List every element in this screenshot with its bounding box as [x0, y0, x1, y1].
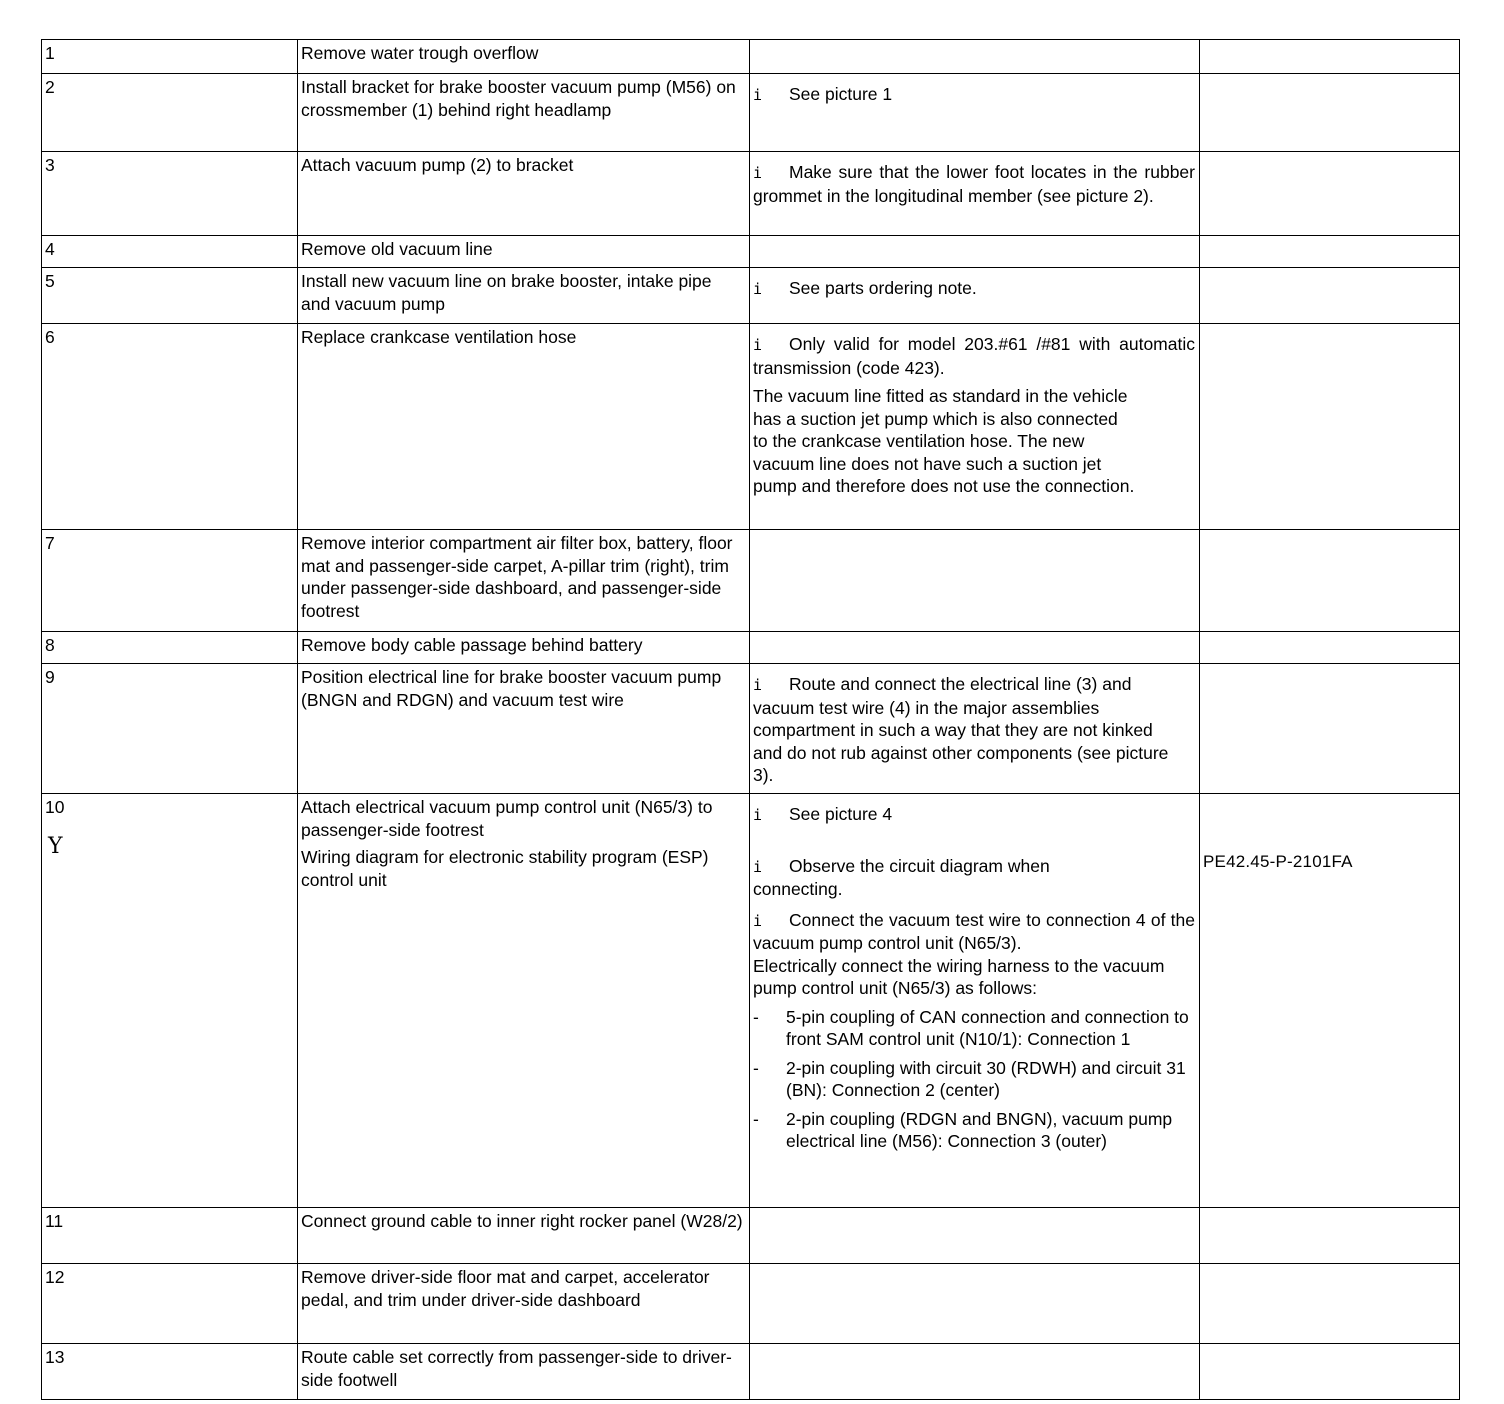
step-action: Remove driver-side floor mat and carpet, accelerator pedal, and trim under driver-side dashboard	[298, 1264, 750, 1344]
step-number: 9	[42, 664, 298, 794]
step-action: Install bracket for brake booster vacuum pump (M56) on crossmember (1) behind right headlamp	[298, 74, 750, 152]
list-item-text: 5-pin coupling of CAN connection and connection to front SAM control unit (N10/1): Connection 1	[786, 1006, 1189, 1049]
step-action: Remove body cable passage behind battery	[298, 632, 750, 664]
list-item-text: 2-pin coupling with circuit 30 (RDWH) and circuit 31 (BN): Connection 2 (center)	[786, 1057, 1186, 1100]
step-action: Attach vacuum pump (2) to bracket	[298, 152, 750, 236]
info-icon: i	[753, 911, 763, 930]
table-row	[42, 152, 1460, 236]
table-row	[42, 664, 1460, 794]
info-icon: i	[753, 857, 763, 876]
step-reference	[1200, 324, 1460, 530]
step-action: Remove interior compartment air filter box, battery, floor mat and passenger-side carpet, A-pillar trim (right), trim under passenger-side dashboard, and passenger-side footrest	[298, 530, 750, 632]
sub-step-action: Wiring diagram for electronic stability program (ESP) control unit	[301, 847, 709, 890]
table-row	[42, 40, 1460, 74]
step-reference	[1200, 236, 1460, 268]
step-number: 7	[42, 530, 298, 632]
note-paragraph: Electrically connect the wiring harness to the vacuum pump control unit (N65/3) as follows:	[753, 955, 1165, 998]
step-action: Replace crankcase ventilation hose	[298, 324, 750, 530]
info-icon: i	[753, 86, 763, 104]
document-reference: PE42.45-P-2101FA	[1203, 852, 1353, 871]
step-reference	[1200, 632, 1460, 664]
step-reference	[1200, 530, 1460, 632]
list-item-text: 2-pin coupling (RDGN and BNGN), vacuum pump electrical line (M56): Connection 3 (outer)	[786, 1108, 1173, 1151]
table-row	[42, 1344, 1460, 1400]
procedure-table	[41, 39, 1460, 1400]
step-action: Install new vacuum line on brake booster, intake pipe and vacuum pump	[298, 268, 750, 324]
step-number-text: 10	[45, 797, 65, 817]
step-number: 4	[42, 236, 298, 268]
step-reference	[1200, 152, 1460, 236]
step-reference	[1200, 664, 1460, 794]
note-text: Only valid for model 203.#61 /#81 with automatic transmission (code 423).	[753, 334, 1195, 378]
step-number	[42, 794, 298, 1208]
bullet-dash: -	[753, 1057, 759, 1078]
note-text: See picture 1	[789, 84, 893, 104]
step-note	[750, 794, 1200, 1208]
note-text: Connect the vacuum test wire to connection 4 of the vacuum pump control unit (N65/3).	[753, 909, 1195, 953]
table-row	[42, 74, 1460, 152]
step-number: 8	[42, 632, 298, 664]
step-number: 6	[42, 324, 298, 530]
bullet-dash: -	[753, 1006, 759, 1027]
step-number: 11	[42, 1208, 298, 1264]
table-row	[42, 268, 1460, 324]
step-note	[750, 664, 1200, 794]
step-reference	[1200, 40, 1460, 74]
wiring-diagram-icon: Y	[48, 833, 63, 859]
step-action: Position electrical line for brake booster vacuum pump (BNGN and RDGN) and vacuum test wire	[298, 664, 750, 794]
step-action: Remove old vacuum line	[298, 236, 750, 268]
step-note	[750, 268, 1200, 324]
step-action: Connect ground cable to inner right rocker panel (W28/2)	[298, 1208, 750, 1264]
step-action	[298, 794, 750, 1208]
step-reference	[1200, 268, 1460, 324]
table-row	[42, 530, 1460, 632]
step-reference	[1200, 1344, 1460, 1400]
step-number: 5	[42, 268, 298, 324]
step-action: Remove water trough overflow	[298, 40, 750, 74]
step-reference	[1200, 1208, 1460, 1264]
note-text: See parts ordering note.	[789, 278, 977, 298]
step-note	[750, 1264, 1200, 1344]
info-icon: i	[753, 164, 763, 182]
list-item	[753, 1108, 1195, 1153]
step-number: 2	[42, 74, 298, 152]
step-note	[750, 324, 1200, 530]
step-number: 3	[42, 152, 298, 236]
step-note	[750, 632, 1200, 664]
info-icon: i	[753, 806, 763, 824]
step-number: 13	[42, 1344, 298, 1400]
step-note	[750, 152, 1200, 236]
note-text: See picture 4	[789, 804, 893, 824]
step-note	[750, 1344, 1200, 1400]
table-row	[42, 794, 1460, 1208]
step-note	[750, 530, 1200, 632]
step-number: 12	[42, 1264, 298, 1344]
step-note	[750, 1208, 1200, 1264]
step-reference	[1200, 74, 1460, 152]
table-row	[42, 632, 1460, 664]
info-icon: i	[753, 676, 763, 694]
info-icon: i	[753, 280, 763, 298]
step-reference	[1200, 1264, 1460, 1344]
note-text: Route and connect the electrical line (3) and vacuum test wire (4) in the major assemblies compartment in such a way that they are not kinked and do not rub against other components (see picture 3).	[753, 674, 1169, 785]
step-note	[750, 236, 1200, 268]
step-action: Route cable set correctly from passenger-side to driver-side footwell	[298, 1344, 750, 1400]
note-paragraph: The vacuum line fitted as standard in the vehicle has a suction jet pump which is also connected to the crankcase ventilation hose. The new vacuum line does not have such a suction jet pump and therefore does not use the connection.	[753, 386, 1135, 496]
table-row	[42, 236, 1460, 268]
table-row	[42, 1208, 1460, 1264]
step-number: 1	[42, 40, 298, 74]
table-row	[42, 1264, 1460, 1344]
table-row	[42, 324, 1460, 530]
step-action-text: Attach electrical vacuum pump control unit (N65/3) to passenger-side footrest	[301, 797, 713, 840]
step-note	[750, 40, 1200, 74]
bullet-dash: -	[753, 1108, 759, 1129]
list-item	[753, 1057, 1195, 1102]
info-icon: i	[753, 336, 763, 354]
step-reference	[1200, 794, 1460, 1208]
note-text: Observe the circuit diagram when connecting.	[753, 855, 1050, 899]
step-note	[750, 74, 1200, 152]
list-item	[753, 1006, 1195, 1051]
note-text: Make sure that the lower foot locates in the rubber grommet in the longitudinal member (see picture 2).	[753, 162, 1195, 206]
